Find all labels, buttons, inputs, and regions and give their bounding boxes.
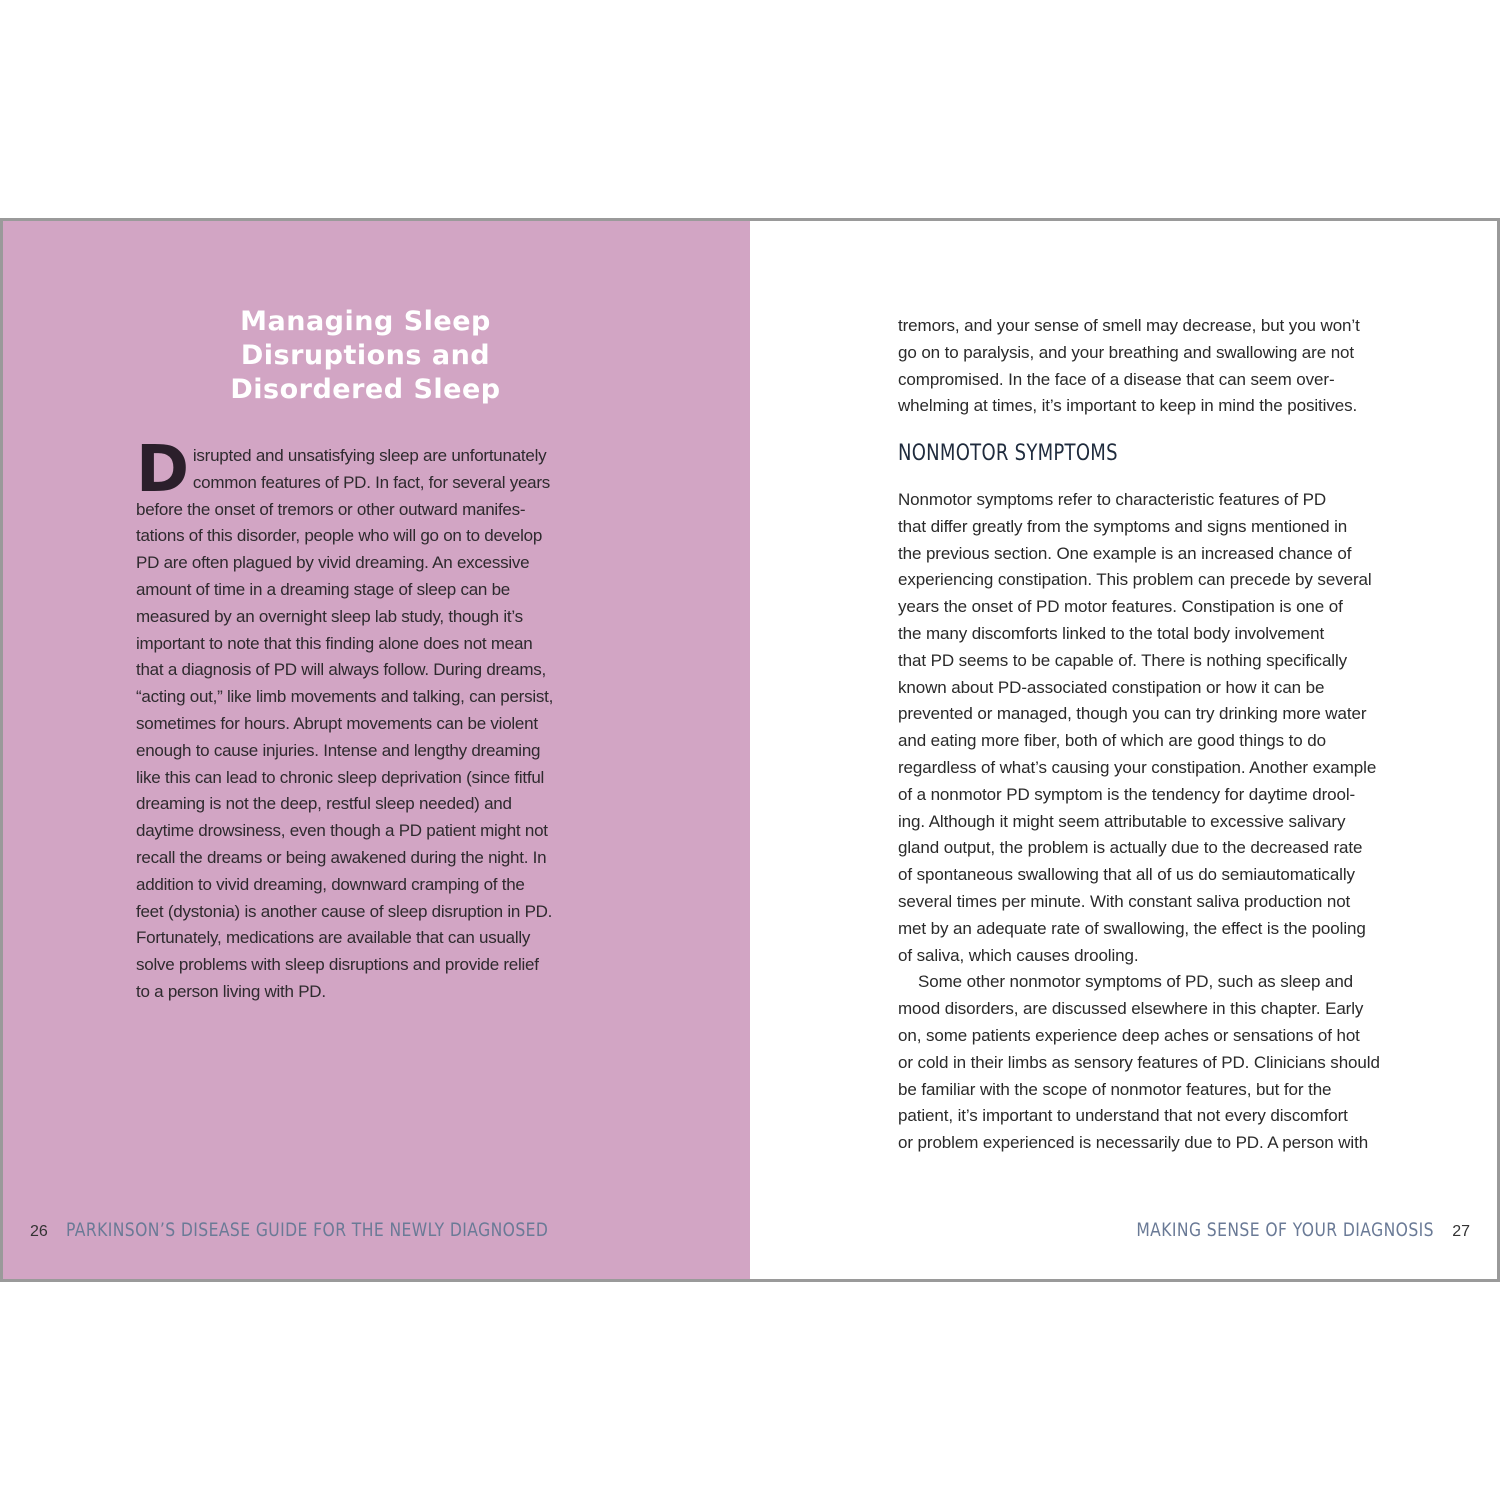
text-line: the previous section. One example is an increased chance of xyxy=(898,543,1352,563)
text-line: go on to paralysis, and your breathing and swallowing are not xyxy=(898,342,1355,362)
text-line: whelming at times, it’s important to keep in mind the positives. xyxy=(898,396,1358,416)
sidebar-title-line: Disordered Sleep xyxy=(230,374,501,405)
text-line: compromised. In the face of a disease that can seem over- xyxy=(898,369,1335,389)
text-line: dreaming is not the deep, restful sleep needed) and xyxy=(136,794,512,814)
book-spread xyxy=(0,218,1500,1282)
text-line: amount of time in a dreaming stage of sleep can be xyxy=(136,579,511,599)
text-line: of a nonmotor PD symptom is the tendency for daytime drool- xyxy=(898,784,1356,804)
text-line: that a diagnosis of PD will always follow. During dreams, xyxy=(136,660,546,680)
left-page-footer xyxy=(30,1219,654,1241)
intro-paragraph xyxy=(898,313,1428,420)
text-line: sometimes for hours. Abrupt movements can be violent xyxy=(136,713,538,733)
right-page xyxy=(750,221,1497,1279)
text-line: on, some patients experience deep aches or sensations of hot xyxy=(898,1025,1360,1045)
text-line: PD are often plagued by vivid dreaming. An excessive xyxy=(136,553,530,573)
text-line: or cold in their limbs as sensory features of PD. Clinicians should xyxy=(898,1052,1380,1072)
text-line: enough to cause injuries. Intense and lengthy dreaming xyxy=(136,740,541,760)
text-line: years the onset of PD motor features. Constipation is one of xyxy=(898,597,1343,617)
text-line: or problem experienced is necessarily due to PD. A person with xyxy=(898,1133,1369,1153)
text-line: gland output, the problem is actually due to the decreased rate xyxy=(898,838,1363,858)
text-line: solve problems with sleep disruptions and provide relief xyxy=(136,955,539,975)
text-line: recall the dreams or being awakened during the night. In xyxy=(136,847,547,867)
text-line: of spontaneous swallowing that all of us do semiautomatically xyxy=(898,865,1355,885)
text-line: that PD seems to be capable of. There is nothing specifically xyxy=(898,650,1348,670)
text-line: tremors, and your sense of smell may decrease, but you won’t xyxy=(898,316,1360,335)
section-heading: NONMOTOR SYMPTOMS xyxy=(898,441,1118,466)
text-line: to a person living with PD. xyxy=(136,981,326,1001)
text-line: patient, it’s important to understand that not every discomfort xyxy=(898,1106,1348,1126)
text-line: feet (dystonia) is another cause of sleep disruption in PD. xyxy=(136,901,553,921)
text-line: important to note that this finding alone does not mean xyxy=(136,633,533,653)
text-line: that differ greatly from the symptoms and signs mentioned in xyxy=(898,516,1348,536)
left-page-sidebar xyxy=(3,221,750,1279)
text-line: ing. Although it might seem attributable to excessive salivary xyxy=(898,811,1346,831)
sidebar-title xyxy=(123,305,608,407)
text-line: Some other nonmotor symptoms of PD, such as sleep and xyxy=(918,972,1354,992)
sidebar-title-line: Disruptions and xyxy=(240,340,491,371)
sidebar-title-line: Managing Sleep xyxy=(240,306,491,337)
running-head: MAKING SENSE OF YOUR DIAGNOSIS xyxy=(1136,1219,1435,1241)
text-line: of saliva, which causes drooling. xyxy=(898,945,1139,965)
text-line: the many discomforts linked to the total body involvement xyxy=(898,623,1325,643)
text-line: and eating more fiber, both of which are good things to do xyxy=(898,731,1326,751)
text-line: Fortunately, medications are available that can usually xyxy=(136,928,531,948)
text-line: before the onset of tremors or other outward manifes- xyxy=(136,499,526,519)
text-line: Nonmotor symptoms refer to characteristic features of PD xyxy=(898,490,1327,509)
text-line: met by an adequate rate of swallowing, the effect is the pooling xyxy=(898,918,1366,938)
text-line: like this can lead to chronic sleep deprivation (since fitful xyxy=(136,767,545,787)
text-line: several times per minute. With constant saliva production not xyxy=(898,891,1351,911)
drop-cap: D xyxy=(136,433,189,507)
text-line: mood disorders, are discussed elsewhere in this chapter. Early xyxy=(898,999,1364,1019)
text-line: daytime drowsiness, even though a PD patient might not xyxy=(136,821,548,841)
right-page-footer xyxy=(1071,1219,1470,1241)
text-line: measured by an overnight sleep lab study, though it’s xyxy=(136,606,523,626)
text-line: isrupted and unsatisfying sleep are unfortunately xyxy=(192,446,547,465)
section-body xyxy=(898,487,1428,1157)
text-line: “acting out,” like limb movements and talking, can persist, xyxy=(136,687,554,707)
text-line: common features of PD. In fact, for several years xyxy=(192,472,551,492)
text-line: be familiar with the scope of nonmotor features, but for the xyxy=(898,1079,1332,1099)
sidebar-body-text xyxy=(136,433,596,1006)
text-line: known about PD-associated constipation or how it can be xyxy=(898,677,1325,697)
page-number: 27 xyxy=(1452,1223,1470,1240)
text-line: experiencing constipation. This problem can precede by several xyxy=(898,570,1372,590)
text-line: prevented or managed, though you can try drinking more water xyxy=(898,704,1367,724)
text-line: tations of this disorder, people who will go on to develop xyxy=(136,526,543,546)
text-line: addition to vivid dreaming, downward cramping of the xyxy=(136,874,525,894)
text-line: regardless of what’s causing your constipation. Another example xyxy=(898,757,1377,777)
running-head: PARKINSON’S DISEASE GUIDE FOR THE NEWLY DIAGNOSED xyxy=(65,1219,549,1241)
page-number: 26 xyxy=(30,1223,48,1240)
